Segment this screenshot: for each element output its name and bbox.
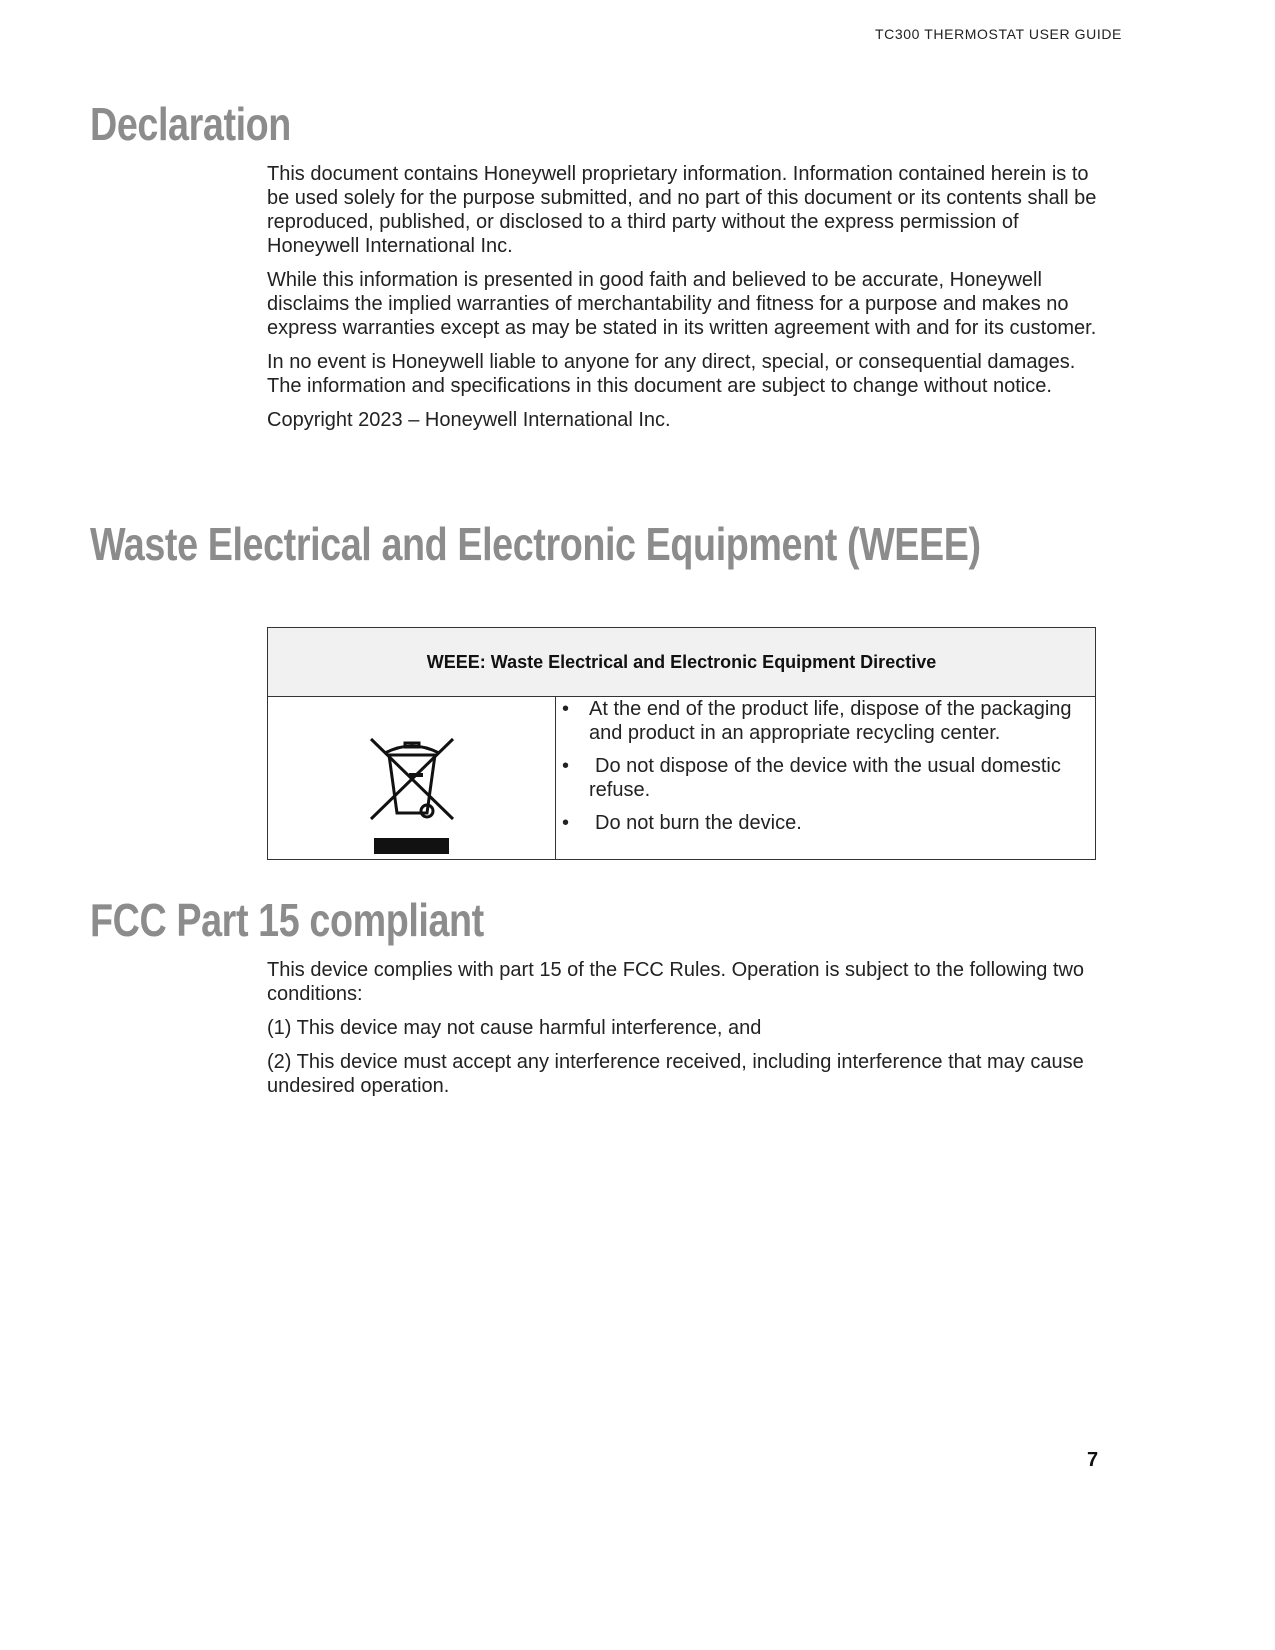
weee-table-header: WEEE: Waste Electrical and Electronic Equipment Directive: [268, 628, 1096, 697]
list-item: • At the end of the product life, dispose of the packaging and product in an appropriate recycling center.: [562, 698, 1072, 744]
declaration-body: [267, 162, 1102, 442]
fcc-body: [267, 958, 1102, 1108]
weee-icon-cell: [268, 697, 556, 860]
list-item: • Do not dispose of the device with the usual domestic refuse.: [562, 755, 1061, 801]
weee-table: [267, 627, 1096, 860]
fcc-paragraph: (2) This device must accept any interference received, including interference that may cause undesired operation.: [267, 1051, 1084, 1097]
declaration-heading: Declaration: [90, 98, 291, 150]
fcc-heading: FCC Part 15 compliant: [90, 894, 484, 946]
fcc-paragraph: This device complies with part 15 of the FCC Rules. Operation is subject to the following two conditions:: [267, 959, 1085, 1005]
declaration-paragraph: This document contains Honeywell proprietary information. Information contained herein is to be used solely for the purpose submitted, and no part of this document or its contents shall be reproduced, published, or disclosed to a third party without the express permission of Honeywell International Inc.: [267, 163, 1097, 257]
weee-heading: Waste Electrical and Electronic Equipment (WEEE): [90, 518, 981, 570]
weee-instructions-cell: [556, 697, 1096, 860]
running-header: TC300 THERMOSTAT USER GUIDE: [875, 26, 1122, 42]
fcc-paragraph: (1) This device may not cause harmful interference, and: [267, 1017, 762, 1039]
copyright-text: Copyright 2023 – Honeywell International Inc.: [267, 409, 671, 431]
declaration-paragraph: While this information is presented in good faith and believed to be accurate, Honeywell disclaims the implied warranties of merchantability and fitness for a purpose and makes no express warranties except as may be stated in its written agreement with and for its customer.: [267, 269, 1097, 339]
crossed-out-wheelie-bin-icon: [369, 735, 459, 860]
declaration-paragraph: In no event is Honeywell liable to anyone for any direct, special, or consequential damages. The information and specifications in this document are subject to change without notice.: [267, 351, 1076, 397]
page-number: 7: [1087, 1449, 1099, 1471]
list-item: • Do not burn the device.: [562, 812, 802, 834]
weee-bullet-list: [556, 697, 1095, 835]
